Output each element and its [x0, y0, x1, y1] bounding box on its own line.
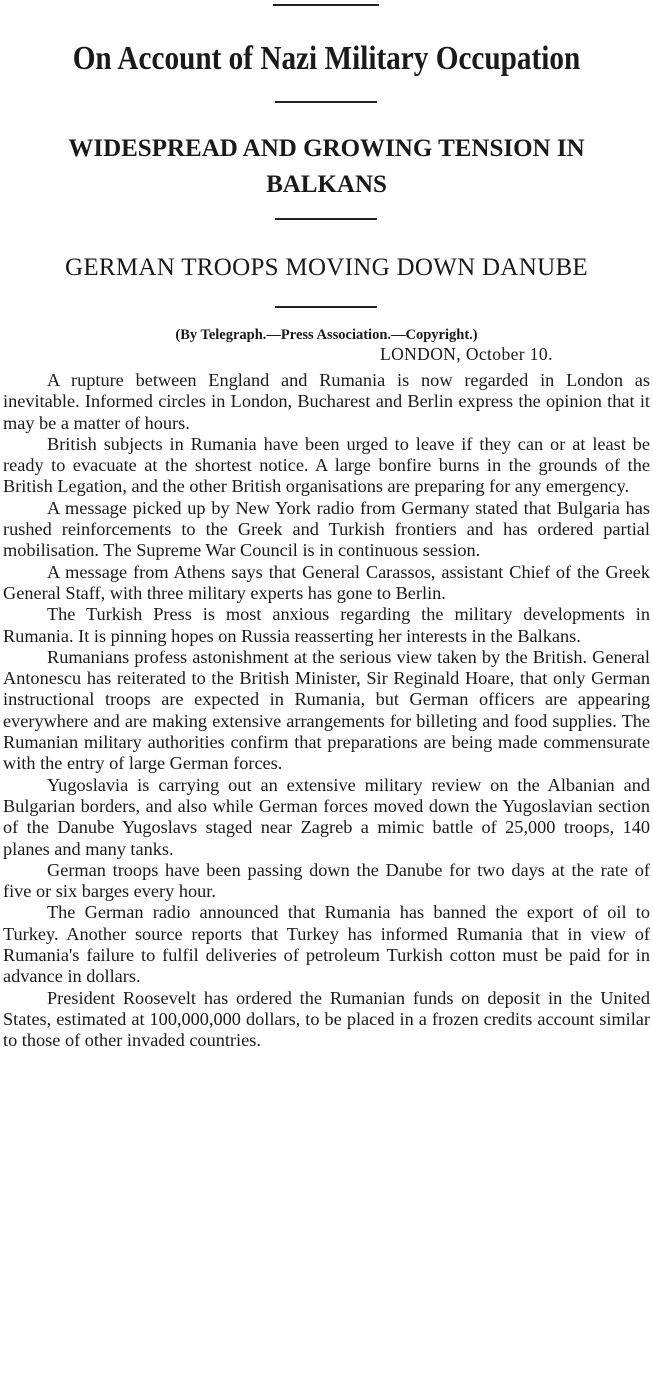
headline-rule-3	[275, 306, 377, 308]
article-paragraph: President Roosevelt has ordered the Rumanian funds on deposit in the United States, estimated at 100,000,000 dollars, to be placed in a frozen credits account similar to those of other invaded countries.	[3, 987, 650, 1051]
top-rule	[273, 4, 379, 6]
article-paragraph: A message from Athens says that General Carassos, assistant Chief of the Greek General Staff, with three military experts has gone to Berlin.	[3, 561, 650, 603]
article-paragraph: The German radio announced that Rumania has banned the export of oil to Turkey. Another source reports that Turkey has informed Rumania that in view of Rumania's failure to fulfil deliveries of petroleum Turkish cotton must be paid for in advance in dollars.	[3, 902, 650, 987]
article-paragraph: The Turkish Press is most anxious regarding the military developments in Rumania. It is pinning hopes on Russia reasserting her interests in the Balkans.	[3, 604, 650, 646]
article-paragraph: British subjects in Rumania have been urged to leave if they can or at least be ready to evacuate at the shortest notice. A large bonfire burns in the grounds of the British Legation, and the other British organisations are preparing for any emergency.	[3, 433, 650, 497]
sub-headline: WIDESPREAD AND GROWING TENSION IN BALKANS	[68, 135, 585, 198]
byline: (By Telegraph.—Press Association.—Copyright.)	[175, 327, 478, 343]
article-paragraph: A rupture between England and Rumania is now regarded in London as inevitable. Informed circles in London, Bucharest and Berlin express the opinion that it may be a matter of hours.	[3, 370, 650, 433]
article-body	[3, 370, 650, 1052]
main-headline: On Account of Nazi Military Occupation	[72, 40, 581, 77]
headline-rule-2	[275, 218, 377, 220]
headline-rule-1	[275, 101, 377, 103]
article-paragraph: German troops have been passing down the Danube for two days at the rate of five or six barges every hour.	[3, 859, 650, 902]
dateline: LONDON, October 10.	[380, 344, 553, 364]
article-paragraph: A message picked up by New York radio from Germany stated that Bulgaria has rushed reinforcements to the Greek and Turkish frontiers and has ordered partial mobilisation. The Supreme War Council is in continuous session.	[3, 497, 650, 561]
article-paragraph: Rumanians profess astonishment at the serious view taken by the British. General Antonescu has reiterated to the British Minister, Sir Reginald Hoare, that only German instructional troops are expected in Rumania, but German officers are appearing everywhere and are making extensive arrangements for billeting and food supplies. The Rumanian military authorities confirm that preparations are being made commensurate with the entry of large German forces.	[3, 646, 650, 774]
article-paragraph: Yugoslavia is carrying out an extensive military review on the Albanian and Bulgarian borders, and also while German forces moved down the Yugoslavian section of the Danube Yugoslavs staged near Zagreb a mimic battle of 25,000 troops, 140 planes and many tanks.	[3, 774, 650, 859]
third-headline: GERMAN TROOPS MOVING DOWN DANUBE	[64, 254, 589, 281]
